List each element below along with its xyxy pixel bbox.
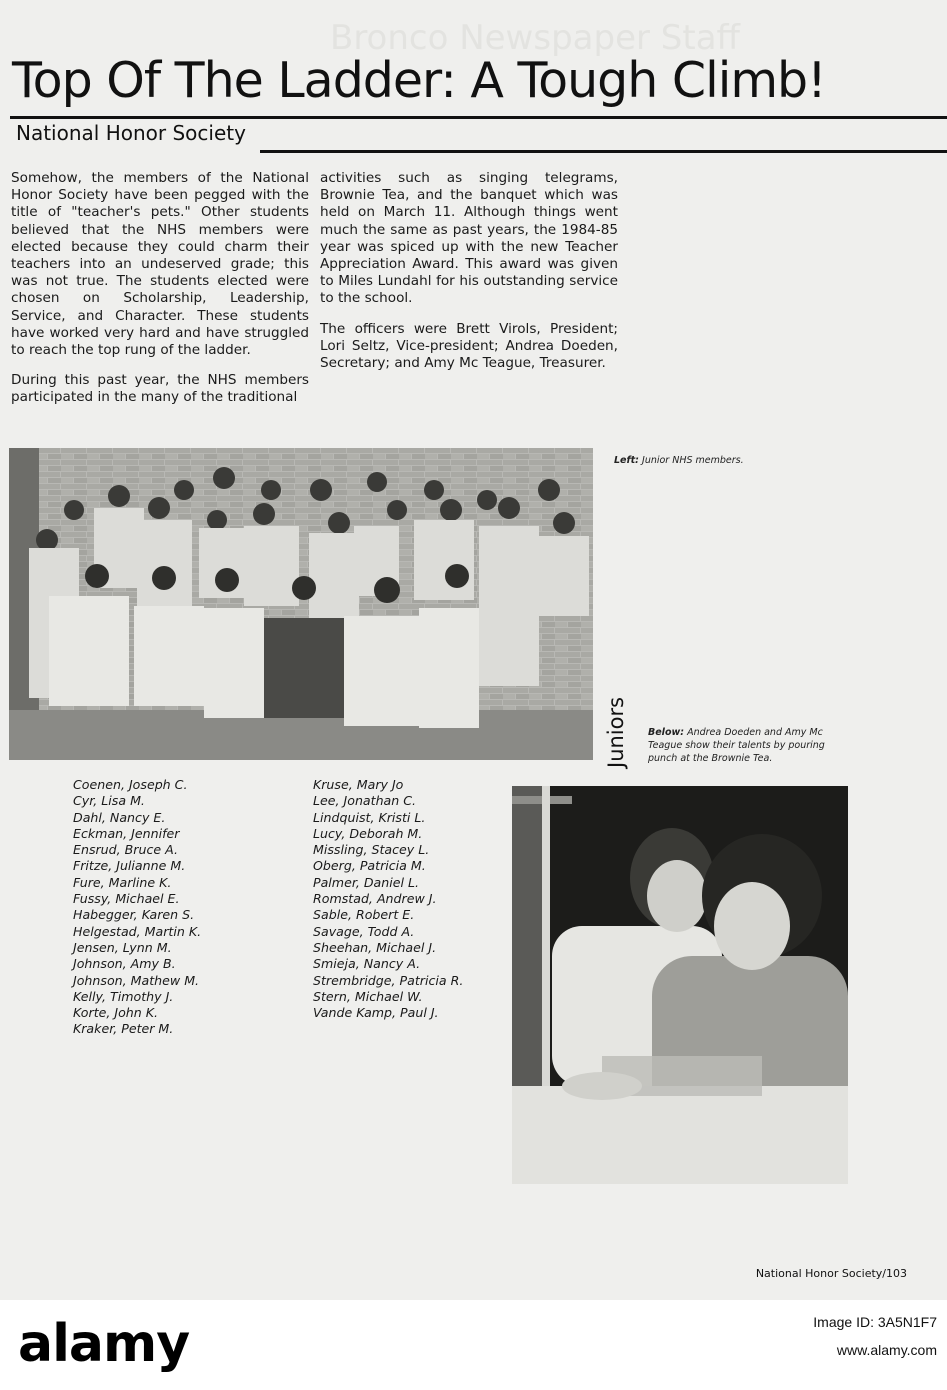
page-title: Top Of The Ladder: A Tough Climb!: [12, 52, 826, 109]
roster-name: Fritze, Julianne M.: [73, 858, 186, 874]
junior-nhs-group-photo: [9, 448, 593, 760]
roster-name: Sheehan, Michael J.: [313, 939, 437, 955]
roster-name: Lucy, Deborah M.: [313, 825, 423, 841]
roster-name: Oberg, Patricia M.: [313, 858, 426, 874]
roster-name: Strembridge, Patricia R.: [313, 972, 464, 988]
roster-name: Stern, Michael W.: [313, 988, 423, 1004]
roster-name: Palmer, Daniel L.: [313, 874, 420, 890]
sidebar-label: Juniors: [604, 696, 628, 768]
section-title: National Honor Society: [16, 121, 246, 145]
article-column-1: [11, 170, 309, 420]
roster-name: Ensrud, Bruce A.: [73, 842, 178, 858]
page-folio: National Honor Society/103: [755, 1267, 907, 1280]
alamy-logo: alamy: [18, 1314, 190, 1374]
roster-name: Lindquist, Kristi L.: [313, 809, 426, 825]
stock-footer: [0, 1300, 947, 1390]
roster-name: Savage, Todd A.: [313, 923, 415, 939]
roster-name: Sable, Robert E.: [313, 907, 415, 923]
roster-name: Johnson, Amy B.: [73, 956, 176, 972]
roster-name: Dahl, Nancy E.: [73, 809, 166, 825]
roster-name: Kraker, Peter M.: [73, 1021, 174, 1037]
roster-name: Korte, John K.: [73, 1005, 159, 1021]
caption-below: Below: Andrea Doeden and Amy Mc Teague show their talents by pouring punch at the Brownie Tea.: [648, 727, 825, 764]
roster-name: Helgestad, Martin K.: [73, 923, 202, 939]
caption-left: Left: Junior NHS members.: [614, 455, 744, 466]
paragraph-activities-end: activities such as singing telegrams, Brownie Tea, and the banquet which was held on March 11. Although things went much the same as past years, the 1984-85 year was spiced up with the new Teacher Appreciation Award. This award was given to Miles Lundahl for his outstanding service to the school.: [320, 170, 618, 307]
article-column-2: [320, 170, 618, 385]
roster-name: Lee, Jonathan C.: [313, 793, 417, 809]
site-url: www.alamy.com: [836, 1342, 937, 1358]
roster-name: Missling, Stacey L.: [313, 842, 430, 858]
bleed-through-text: Bronco Newspaper Staff: [330, 18, 740, 58]
paragraph-officers: The officers were Brett Virols, President; Lori Seltz, Vice-president; Andrea Doeden, Secretary; and Amy Mc Teague, Treasurer.: [320, 320, 618, 372]
paragraph-scholarship: Somehow, the members of the National Honor Society have been pegged with the title of "teacher's pets." Other students believed that the NHS members were elected because they could charm their teachers into an undeserved grade; this was not true. The students elected were chosen on Scholarship, Leadership, Service, and Character. These students have worked very hard and have struggled to reach the top rung of the ladder.: [11, 170, 309, 359]
roster-name: Smieja, Nancy A.: [313, 956, 421, 972]
roster-column-2: [313, 777, 463, 1021]
roster-name: Johnson, Mathew M.: [73, 972, 200, 988]
roster-column-1: [73, 777, 201, 1038]
title-rule: [10, 116, 947, 119]
roster-name: Cyr, Lisa M.: [73, 793, 145, 809]
roster-name: Fussy, Michael E.: [73, 891, 180, 907]
roster-name: Kruse, Mary Jo: [313, 777, 404, 792]
roster-name: Kelly, Timothy J.: [73, 988, 174, 1004]
brownie-tea-photo: [512, 786, 848, 1184]
paragraph-activities-start: During this past year, the NHS members participated in the many of the traditional: [11, 372, 309, 406]
section-rule: [260, 150, 947, 153]
roster-name: Romstad, Andrew J.: [313, 891, 437, 907]
roster-name: Vande Kamp, Paul J.: [313, 1005, 439, 1021]
roster-name: Eckman, Jennifer: [73, 825, 180, 841]
roster-name: Fure, Marline K.: [73, 874, 172, 890]
roster-name: Habegger, Karen S.: [73, 907, 195, 923]
roster-name: Coenen, Joseph C.: [73, 777, 188, 792]
roster-name: Jensen, Lynn M.: [73, 939, 172, 955]
image-id: Image ID: 3A5N1F7: [813, 1314, 937, 1330]
